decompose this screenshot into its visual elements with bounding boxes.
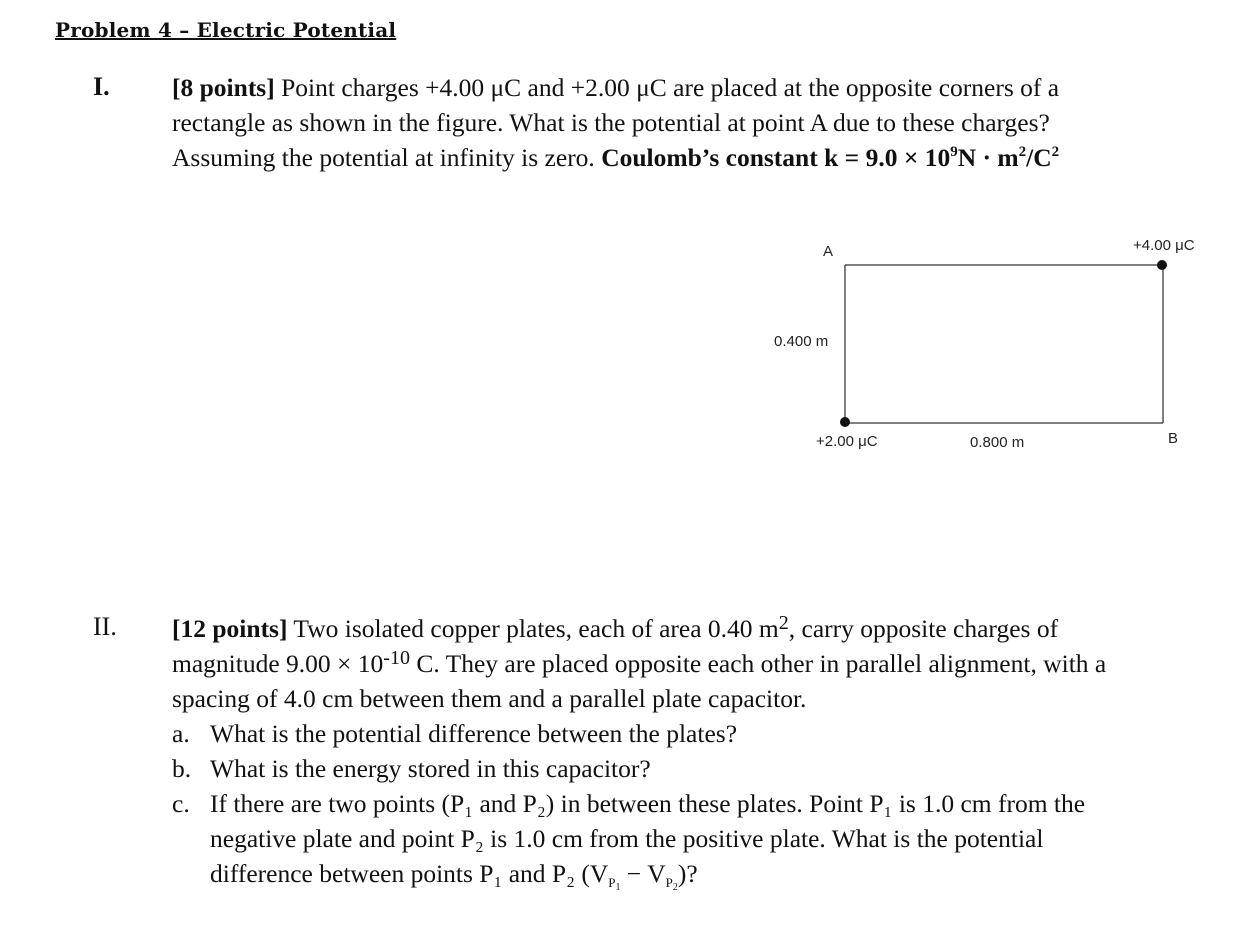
sub-question-c-line-1: If there are two points (P₁ and P₂) in between these plates. Point P₁ is 1.0 cm from the (210, 789, 1086, 818)
point-b-label: B (1168, 430, 1179, 447)
vp1-subscript-p: P (608, 875, 616, 890)
constant-units: N · m (957, 143, 1019, 172)
problem-title: Problem 4 – Electric Potential (55, 18, 397, 42)
part-2-numeral: II. (93, 612, 117, 641)
part-2-line-3: spacing of 4.0 cm between them and a parallel plate capacitor. (172, 684, 807, 713)
part-2-line-1 (172, 611, 1106, 646)
part-2-line-1-rest: Two isolated copper plates, each of area 0.40 m (287, 614, 779, 643)
sub-question-c-line-3-start: difference between points P₁ and P₂ (V (210, 859, 609, 888)
charge-dot-bottom-left (840, 417, 850, 427)
part-1-line-2: rectangle as shown in the figure. What is the potential at point A due to these charges? (172, 108, 1050, 137)
sub-question-c-end: )? (677, 859, 698, 888)
sub-question-c-letter: c. (172, 789, 190, 818)
part-2-line-2-end: C. They are placed opposite each other in parallel alignment, with a (409, 649, 1107, 678)
charge-dot-top-right (1157, 260, 1167, 270)
charge-exponent: -10 (383, 647, 410, 669)
sub-question-c (172, 786, 1106, 821)
sub-question-b (172, 751, 1106, 786)
part-2-line-2-start: magnitude 9.00 × 10 (172, 649, 384, 678)
constant-square: 2 (1018, 144, 1027, 160)
charge-bottom-left-label: +2.00 μC (816, 433, 878, 450)
part-1-line-3-start: Assuming the potential at infinity is zero. (172, 143, 602, 172)
part-2-points: [12 points] (172, 614, 288, 643)
part-1-points: [8 points] (172, 73, 275, 102)
vp1-subscript-1: 1 (615, 882, 621, 893)
part-2-text (172, 611, 1106, 891)
part-2-line-2 (172, 646, 1106, 681)
vp2-subscript-p: P (665, 875, 673, 890)
sub-question-a-letter: a. (172, 719, 190, 748)
part-1-line-1-rest: Point charges +4.00 μC and +2.00 μC are placed at the opposite corners of a (274, 73, 1060, 102)
constant-square-2: 2 (1051, 144, 1060, 160)
height-label: 0.400 m (774, 333, 829, 350)
constant-label: Coulomb’s constant k = 9.0 × 10 (601, 143, 951, 172)
part-1-numeral: I. (93, 72, 110, 101)
sub-question-a-text: What is the potential difference between the plates? (210, 719, 738, 748)
minus-v: − V (620, 859, 666, 888)
constant-per: /C (1026, 143, 1052, 172)
sub-question-a (172, 716, 1106, 751)
point-a-label: A (823, 243, 834, 260)
width-label: 0.800 m (970, 434, 1025, 451)
sub-question-c-line-3 (172, 856, 1106, 891)
sub-question-b-letter: b. (172, 754, 192, 783)
charge-top-right-label: +4.00 μC (1133, 237, 1195, 254)
part-2-line-1-end: , carry opposite charges of (788, 614, 1059, 643)
constant-exponent: 9 (950, 144, 958, 160)
sub-question-b-text: What is the energy stored in this capacitor? (210, 754, 651, 783)
sub-question-c-line-2: negative plate and point P₂ is 1.0 cm from the positive plate. What is the potential (210, 824, 1044, 853)
area-exponent: 2 (778, 612, 789, 634)
vp2-subscript-2: 2 (672, 882, 678, 893)
